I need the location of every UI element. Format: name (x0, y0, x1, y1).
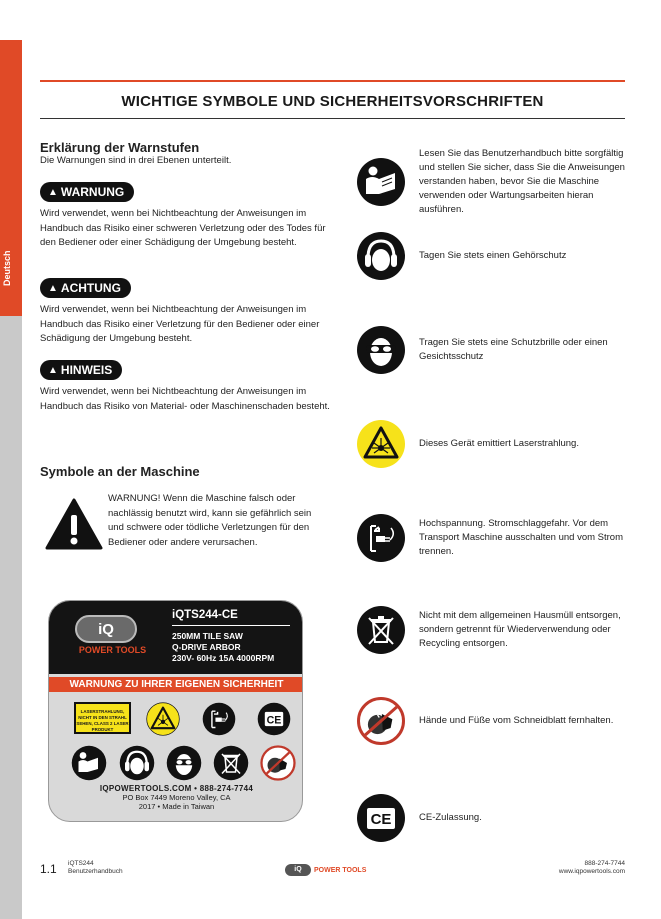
svg-text:CE: CE (370, 811, 392, 828)
footer-model (68, 860, 123, 876)
hinweis-text: Wird verwendet, wenn bei Nichtbeachtung der Anweisungen im Handbuch das Risiko von Material- oder Maschinenschaden besteht. (40, 386, 330, 412)
warnung-text: Wird verwendet, wenn bei Nichtbeachtung der Anweisungen im Handbuch das Risiko einer schweren Verletzung oder des Todes für den Bediener oder einer Schädigung der Umgebung besteht. (40, 208, 326, 248)
unplug-icon (357, 514, 405, 562)
symbol-hands-away (357, 697, 634, 745)
keep-hands-away-icon (260, 745, 296, 781)
label-warning-bar: WARNUNG ZU IHRER EIGENEN SICHERHEIT (49, 677, 303, 692)
spec-line: Q-DRIVE ARBOR (172, 642, 241, 652)
read-manual-icon (71, 745, 107, 781)
label-contact: IQPOWERTOOLS.COM • 888-274-7744 (99, 784, 254, 793)
top-rule (40, 80, 625, 82)
spec-line: 250MM TILE SAW (172, 631, 243, 641)
symbol-ce (357, 794, 634, 842)
weee-bin-icon (357, 606, 405, 654)
alert-icon: ▲ (48, 186, 58, 198)
page-number: 1.1 (40, 862, 57, 876)
product-label (48, 600, 303, 822)
symbol-text: Hände und Füße vom Schneidblatt fernhalten. (419, 715, 614, 726)
model-divider (172, 625, 290, 626)
svg-text:CE: CE (266, 714, 282, 727)
badge-achtung: ▲ ACHTUNG (40, 278, 131, 298)
model-block (172, 609, 300, 664)
footer-logo-brand: POWER TOOLS (314, 866, 367, 874)
logo-mark: iQ (75, 615, 137, 643)
ce-mark-icon (357, 794, 405, 842)
laser-warning-icon (146, 702, 180, 736)
badge-hinweis: ▲ HINWEIS (40, 360, 122, 380)
label-footer (49, 784, 303, 811)
model-name: iQTS244-CE (172, 609, 238, 621)
ear-protection-icon (119, 745, 155, 781)
levels-heading: Erklärung der Warnstufen (40, 140, 200, 155)
footer-web[interactable]: www.iqpowertools.com (558, 868, 625, 875)
title-rule (40, 118, 625, 119)
footer-model-name: iQTS244 (68, 860, 94, 867)
laser-warning-icon (357, 420, 405, 468)
symbol-weee (357, 606, 634, 654)
alert-icon: ▲ (48, 364, 58, 376)
ear-protection-icon (357, 232, 405, 280)
label-address: PO Box 7449 Moreno Valley, CA (122, 793, 231, 802)
brand-logo (65, 615, 160, 659)
machine-warning-text: WARNUNG! Wenn die Maschine falsch oder nachlässig benutzt wird, kann sie gefährlich sein und schwere oder tödliche Verletzungen für den Bediener oder andere verursachen. (108, 493, 312, 548)
symbol-ear-protection (357, 232, 634, 280)
eye-protection-icon (166, 745, 202, 781)
machine-heading: Symbole an der Maschine (40, 464, 200, 479)
symbol-text: Tragen Sie stets eine Schutzbrille oder einen Gesichtsschutz (419, 337, 608, 362)
footer-logo-mark: iQ (285, 864, 311, 876)
page-title: WICHTIGE SYMBOLE UND SICHERHEITSVORSCHRIFTEN (121, 93, 544, 110)
achtung-text: Wird verwendet, wenn bei Nichtbeachtung der Anweisungen im Handbuch das Risiko einer Verletzung für den Bediener oder einer Schädigung der Umgebung besteht. (40, 304, 320, 344)
levels-intro: Die Warnungen sind in drei Ebenen unterteilt. (40, 155, 232, 166)
ce-mark-icon (257, 702, 291, 736)
symbol-text: CE-Zulassung. (419, 812, 482, 823)
weee-bin-icon (213, 745, 249, 781)
laser-class-sign: LASERSTRAHLUNG, NICHT IN DEN STRAHL SEHEN, CLASS 2 LASER PRODUKT (74, 702, 131, 734)
label-origin: 2017 • Made in Taiwan (138, 802, 215, 811)
footer-doc-name: Benutzerhandbuch (68, 868, 123, 875)
symbol-text: Hochspannung. Stromschlaggefahr. Vor dem Transport Maschine ausschalten und vom Strom trennen. (419, 518, 623, 557)
warning-triangle-icon (45, 498, 103, 550)
footer-contact (540, 860, 625, 876)
symbol-unplug (357, 514, 634, 562)
alert-icon: ▲ (48, 282, 58, 294)
symbol-text: Nicht mit dem allgemeinen Hausmüll entsorgen, sondern getrennt für Wiederverwendung oder Recycling entsorgen. (419, 610, 621, 649)
symbol-text: Tagen Sie stets einen Gehörschutz (419, 250, 567, 261)
unplug-icon (202, 702, 236, 736)
read-manual-icon (357, 158, 405, 206)
eye-protection-icon (357, 326, 405, 374)
symbol-read-manual (357, 147, 634, 217)
symbol-text: Dieses Gerät emittiert Laserstrahlung. (419, 438, 579, 449)
logo-brand: POWER TOOLS (78, 645, 147, 655)
language-tab-label: Deutsch (2, 250, 12, 286)
footer-logo (285, 864, 366, 876)
symbol-text: Lesen Sie das Benutzerhandbuch bitte sorgfältig und stellen Sie sicher, dass Sie die Anweisungen verstanden haben, bevor Sie die Maschine verwenden oder Wartungsarbeiten hieran ausführen. (419, 148, 625, 215)
footer-phone: 888-274-7744 (584, 860, 625, 867)
label-header (49, 601, 303, 674)
badge-warnung: ▲ WARNUNG (40, 182, 134, 202)
spec-line: 230V- 60Hz 15A 4000RPM (172, 653, 275, 663)
symbol-laser (357, 420, 634, 468)
symbol-eye-protection (357, 326, 634, 374)
keep-hands-away-icon (357, 697, 405, 745)
